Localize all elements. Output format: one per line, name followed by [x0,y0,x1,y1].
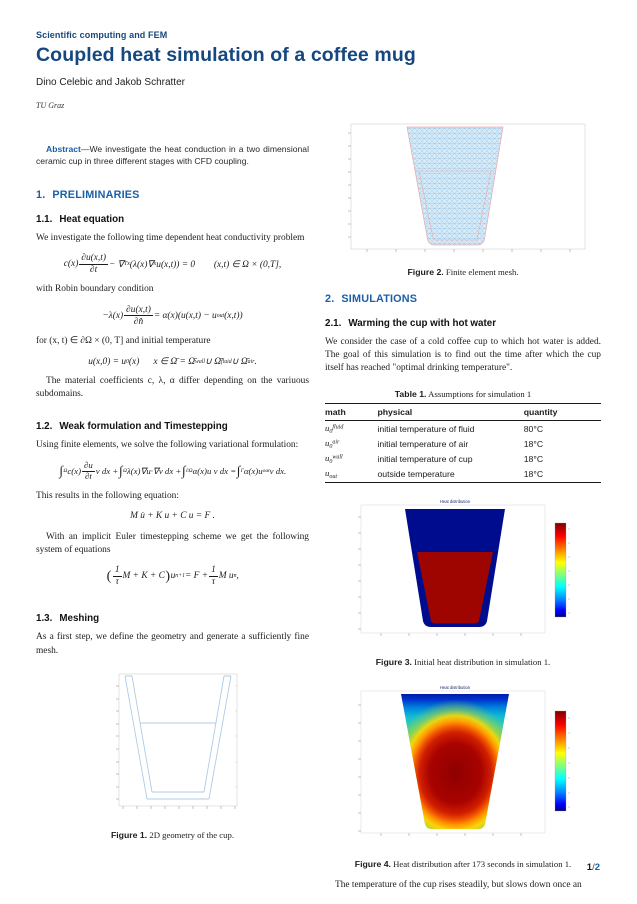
abstract [36,143,309,167]
left-column [36,134,309,840]
figure3 [325,495,601,667]
math-symbol: $u_0^{fluid}$ [325,422,344,435]
physical-desc: initial temperature of cup [377,454,473,465]
figure3-plot [333,495,593,647]
figure1-caption: Figure 1. 2D geometry of the cup. [110,829,235,840]
paragraph-for-initial: for (x, t) ∈ ∂Ω × (0, T] and initial temperature [36,335,211,346]
equation-euler: ( $\frac{1}{\tau}$ M + K + C ) u n+1 = F + $\frac{1}{\tau}$ M u n , [106,565,239,588]
table-row [325,420,601,436]
physical-desc: initial temperature of fluid [377,423,475,434]
col-header-math: math [325,404,377,421]
section-1-2-heading: 1.2. Weak formulation and Timestepping [36,421,228,433]
paper-header [36,30,601,110]
y-axis-ticks [358,517,361,629]
quantity-value: 18°C [523,469,544,480]
paragraph-sim1: We consider the case of a cold coffee cup to which hot water is added. The goal of this simulation is to find out the time after which the cup itself has reached "optimal drinking temperature". [325,337,601,374]
affiliation: TU Graz [36,101,65,110]
abstract-label: Abstract [46,143,81,154]
paper-title: Coupled heat simulation of a coffee mug [36,44,416,66]
y-axis-ticks [116,686,119,799]
right-column [325,121,601,892]
paragraph-robin: with Robin boundary condition [36,284,154,295]
figure4-caption: Figure 4. Heat distribution after 173 seconds in simulation 1. [354,859,572,870]
section-1-3-heading: 1.3. Meshing [36,613,100,625]
table1-caption: Table 1. Assumptions for simulation 1 [394,389,532,400]
col-header-quantity: quantity [524,404,601,421]
equation-heat: c(x) $\frac{\partial u(x,t)}{\partial t}$ − ∇ T x (λ(x)∇ x u(x,t)) = 0 (x,t) ∈ Ω × (0,T], [63,253,282,276]
assumptions-table [325,403,601,483]
table-row [325,467,601,483]
y-axis-ticks [358,705,361,831]
quantity-value: 18°C [523,454,544,465]
figure3-caption: Figure 3. Initial heat distribution in simulation 1. [375,657,551,668]
authors: Dino Celebic and Jakob Schratter [36,77,185,88]
x-axis-ticks [367,249,570,252]
equation-robin: −λ(x) $\frac{\partial u(x,t)}{\partial n̂}$ = α(x)(u(x,t) − u out (x,t)) [102,304,243,327]
paragraph-meshing: As a first step, we define the geometry and generate a sufficiently fine mesh. [36,632,309,656]
section-2-heading: 2. SIMULATIONS [325,293,418,305]
section-1-heading: 1. PRELIMINARIES [36,189,140,201]
figure4 [325,681,601,869]
paragraph-results: This results in the following equation: [36,490,179,501]
equation-initial: u(x,0) = u 0 (x) x ∈ Ω̄ = Ω̄ wall ∪ Ω̄ fluid ∪ Ω̄ air . [88,356,257,368]
figure4-plot-title: Heat distribution [439,685,471,691]
colorbar-ticks [568,529,570,613]
series-kicker: Scientific computing and FEM [36,30,168,40]
math-symbol: $u_{out}$ [325,468,338,481]
colorbar [555,523,566,617]
x-axis-ticks [381,833,521,836]
figure4-plot [333,681,593,849]
quantity-value: 80°C [523,423,544,434]
page-number: 1/2 [586,862,600,873]
equation-variational: ∫ Ω c(x) $\frac{\partial u}{\partial t}$ v dx + ∫ Ω λ(x)∇u·∇v dx + ∫ ∂Ω α(x)u v dx = ∫ Γ α(x)u out v dx. [59,459,287,482]
physical-desc: outside temperature [377,469,455,480]
figure1 [36,670,309,840]
table-row [325,452,601,467]
section-2-1-heading: 2.1. Warming the cup with hot water [325,318,497,329]
paragraph-temp-rise: The temperature of the cup rises steadily, but slows down once an [335,880,582,891]
colorbar-ticks [568,718,570,807]
y-axis-ticks [348,133,351,237]
paragraph-fem: Using finite elements, we solve the following variational formulation: [36,440,299,451]
figure2-caption: Figure 2. Finite element mesh. [407,267,519,277]
paragraph-euler: With an implicit Euler timestepping scheme we get the following system of equations [36,531,309,555]
math-symbol: $u_0^{wall}$ [325,453,343,466]
x-axis-ticks [123,806,235,809]
colorbar [555,711,566,811]
abstract-text: —We investigate the heat conduction in a two dimensional ceramic cup in three different stages with CFD coupling. [36,143,309,166]
figure3-plot-title: Heat distribution [439,499,471,505]
physical-desc: initial temperature of air [377,438,469,449]
figure1-plot [103,670,243,820]
paragraph-heat-intro: We investigate the following time dependent heat conductivity problem [36,233,305,243]
x-axis-ticks [381,633,521,636]
equation-ode: M u̇ + K u + C u = F . [130,510,215,521]
figure2 [325,121,601,277]
paragraph-material: The material coefficients c, λ, α differ depending on the variuous subdomains. [36,376,309,400]
section-1-1-heading: 1.1. Heat equation [36,214,125,225]
col-header-physical: physical [377,404,523,421]
figure2-plot [337,121,589,257]
table-row [325,436,601,451]
math-symbol: $u_0^{air}$ [325,437,340,450]
quantity-value: 18°C [523,438,544,449]
